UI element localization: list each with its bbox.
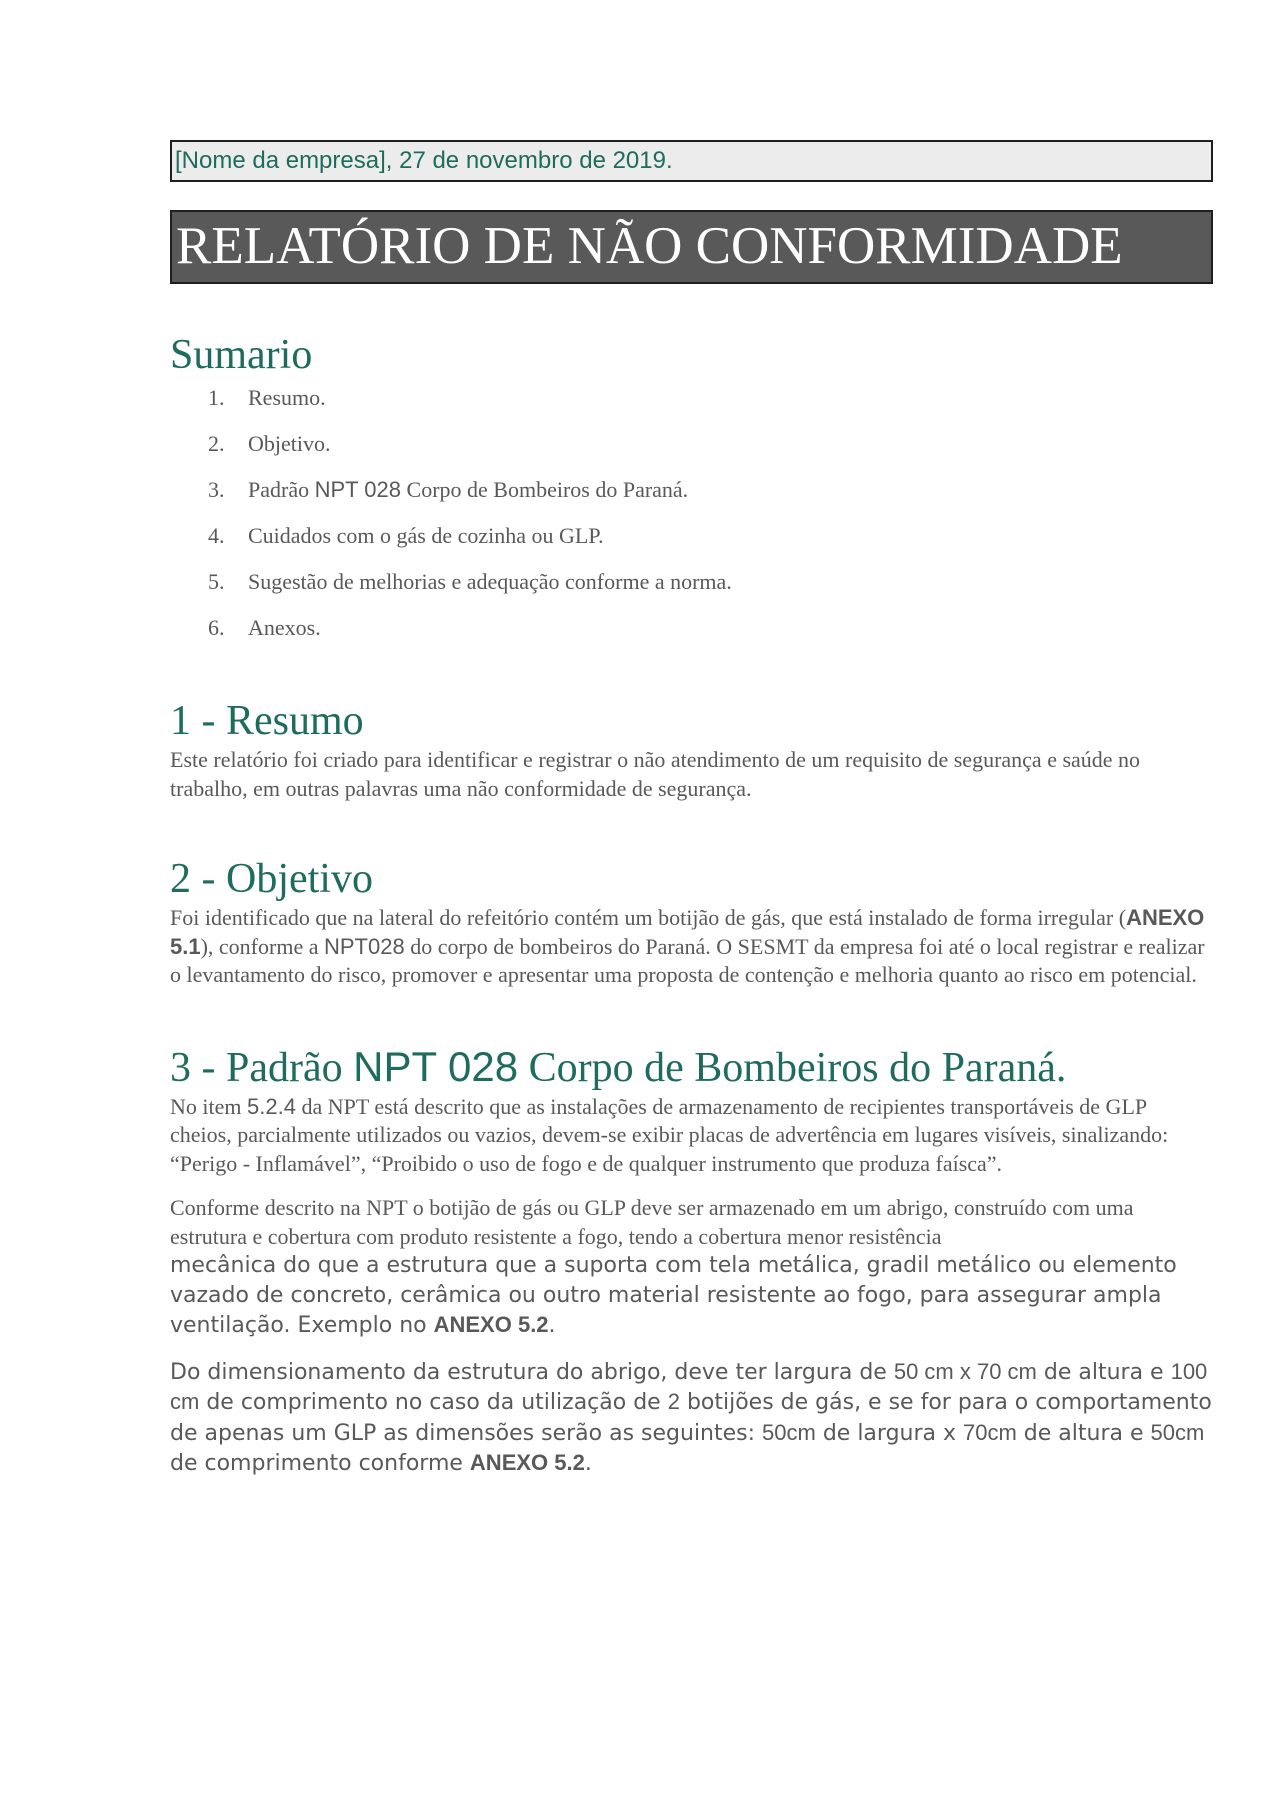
section-3-p3-e-num: 70cm [963, 1419, 1017, 1445]
summary-item-resumo [170, 384, 1213, 412]
summary-item-number: 4. [208, 523, 225, 548]
section-1-paragraph: Este relatório foi criado para identificar e registrar o não atendimento de um requisito de segurança e saúde no trabalho, em outras palavras uma não conformidade de segurança. [170, 747, 1141, 801]
summary-item-number: 3. [208, 477, 225, 502]
summary-item-sugestao [170, 568, 1213, 596]
section-3-p1-pre: No item [170, 1093, 247, 1119]
summary-item-npt-code: NPT 028 [314, 477, 402, 502]
section-2-heading: 2 - Objetivo [170, 856, 373, 902]
summary-item-padrao [170, 476, 1213, 504]
section-3-heading [170, 1042, 1213, 1093]
section-3-p1-item: 5.2.4 [247, 1093, 296, 1119]
section-2-paragraph [170, 904, 1213, 990]
summary-item-number: 1. [208, 385, 225, 410]
section-2-text-c: do corpo de bombeiros do Paraná. O SESMT da empresa foi até o local registrar e realizar o levantamento do risco, promover e apresentar uma proposta de contenção e melhoria quanto ao risco em potencial. [170, 933, 1205, 987]
annex-5-1-reference: ANEXO 5.1 [170, 905, 1205, 959]
section-3-heading-post: Corpo de Bombeiros do Paraná. [518, 1044, 1067, 1091]
summary-item-cuidados [170, 522, 1213, 550]
summary-list [170, 384, 1213, 642]
section-3-p3-a-num: 50 cm x 70 cm [893, 1358, 1037, 1384]
document-title: RELATÓRIO DE NÃO CONFORMIDADE [176, 217, 1123, 275]
section-3-heading-pre: 3 - Padrão [170, 1044, 354, 1091]
section-3-p1-post: da NPT está descrito que as instalações de armazenamento de recipientes transportáveis de GLP cheios, parcialmente utilizados ou vazios, devem-se exibir placas de advertência em lugares visíveis, sinalizando: “Perigo - Inflamável”, “Proibido o uso de fogo e de qualquer instrumento que produza faísca”. [170, 1093, 1169, 1176]
section-3-p3-d: botijões de gás, e se for para o comportamento de apenas um GLP as dimensões serão as seguintes: [170, 1390, 1212, 1446]
section-3-p3-f-num: 50cm [1150, 1419, 1205, 1445]
annex-5-2-reference-2: ANEXO 5.2 [469, 1450, 585, 1475]
summary-heading: Sumario [170, 332, 313, 378]
summary-item-text: Cuidados com o gás de cozinha ou GLP. [248, 523, 604, 548]
summary-item-number: 6. [208, 615, 225, 640]
section-1-heading: 1 - Resumo [170, 698, 364, 744]
section-3-p2-serif: Conforme descrito na NPT o botijão de gás ou GLP deve ser armazenado em um abrigo, construído com uma estrutura e cobertura com produto resistente a fogo, tendo a cobertura menor resistência [170, 1195, 1134, 1249]
section-3-paragraph-2 [170, 1194, 1213, 1341]
summary-item-number: 5. [208, 569, 225, 594]
section-3-p3-c-num: 2 [667, 1389, 680, 1414]
annex-5-2-reference: ANEXO 5.2 [433, 1312, 549, 1337]
summary-item-objetivo [170, 430, 1213, 458]
company-date-text: [Nome da empresa], 27 de novembro de 2019. [175, 147, 673, 174]
section-3-paragraph-3 [170, 1357, 1213, 1479]
section-2-text-a: Foi identificado que na lateral do refeitório contém um botijão de gás, que está instalado de forma irregular ( [170, 905, 1127, 930]
section-3-p3-c: de comprimento no caso da utilização de [199, 1390, 668, 1415]
section-3-paragraph-1 [170, 1093, 1213, 1179]
section-3-p3-b-num: 100 cm [170, 1358, 1208, 1414]
summary-item-text: Sugestão de melhorias e adequação conforme a norma. [248, 569, 732, 594]
section-3-p3-e: de largura x [815, 1420, 964, 1446]
document-page [170, 140, 1213, 1479]
section-3-p2-sans: mecânica do que a estrutura que a suporta com tela metálica, gradil metálico ou elemento vazado de concreto, cerâmica ou outro material resistente ao fogo, para assegurar ampla ventilação. Exemplo no [170, 1253, 1177, 1338]
section-3-p3-f: de altura e [1016, 1420, 1151, 1446]
summary-item-number: 2. [208, 431, 225, 456]
npt028-reference: NPT028 [323, 933, 405, 959]
summary-item-text: Anexos. [248, 615, 321, 640]
section-2-text-b: ), conforme a [200, 933, 324, 959]
summary-item-text: Resumo. [248, 385, 326, 410]
section-3-p3-g: de comprimento conforme [170, 1451, 470, 1476]
section-3-p3-d-num: 50cm [762, 1419, 816, 1445]
section-3-p3-end: . [584, 1451, 592, 1476]
section-3-p3-b: de altura e [1036, 1359, 1171, 1385]
summary-item-text: Objetivo. [248, 431, 331, 456]
summary-item-anexos [170, 614, 1213, 642]
section-3-p2-end: . [548, 1313, 556, 1338]
section-3-p3-a: Do dimensionamento da estrutura do abrigo, deve ter largura de [170, 1359, 894, 1385]
summary-item-text-pre: Padrão [248, 477, 315, 502]
company-date-line [170, 140, 1213, 182]
document-title-box [170, 210, 1213, 284]
section-3-heading-code: NPT 028 [353, 1042, 519, 1090]
summary-item-text-post: Corpo de Bombeiros do Paraná. [401, 477, 689, 502]
